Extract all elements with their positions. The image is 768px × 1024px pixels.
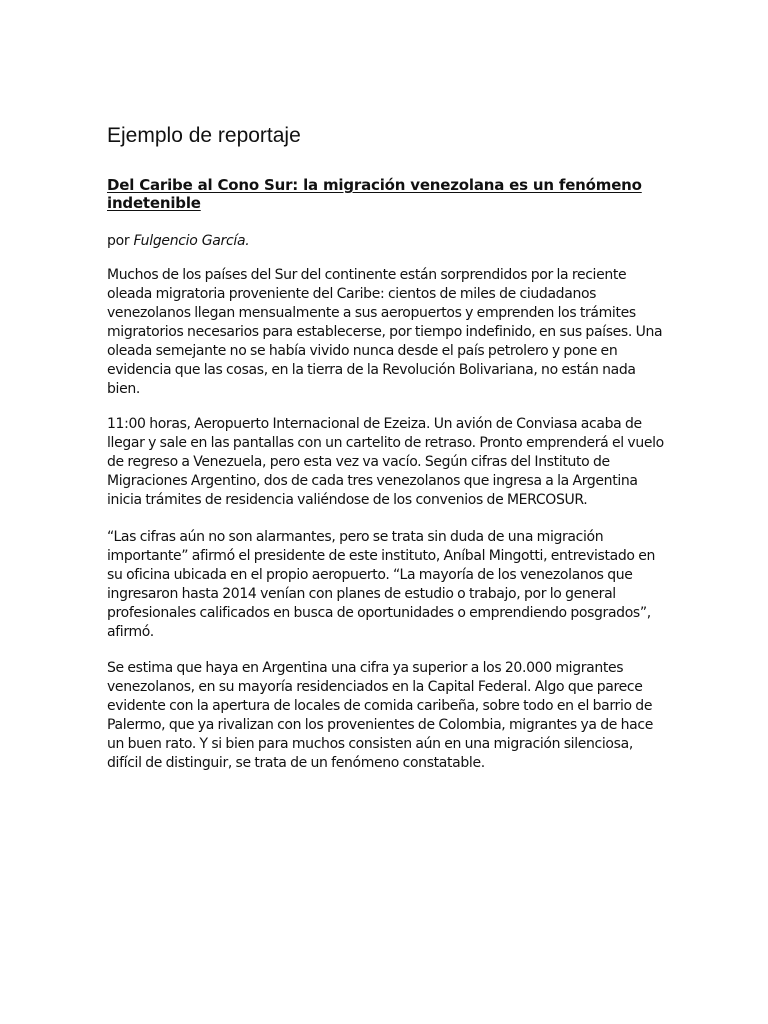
article-headline: Del Caribe al Cono Sur: la migración venezolana es un fenómeno indetenible bbox=[107, 176, 642, 212]
byline-prefix: por bbox=[107, 233, 130, 249]
article-paragraph-4: Se estima que haya en Argentina una cifra ya superior a los 20.000 migrantes venezolanos, en su mayoría residenciados en la Capital Federal. Algo que parece evidente con la apertura de locales de comida caribeña, sobre todo en el barrio de Palermo, que ya rivalizan con los provenientes de Colombia, migrantes ya de hace un buen rato. Y si bien para muchos consisten aún en una migración silenciosa, difícil de distinguir, se trata de un fenómeno constatable. bbox=[107, 660, 654, 771]
article-paragraph-2: 11:00 horas, Aeropuerto Internacional de Ezeiza. Un avión de Conviasa acaba de llegar y sale en las pantallas con un cartelito de retraso. Pronto emprenderá el vuelo de regreso a Venezuela, pero esta vez va vacío. Según cifras del Instituto de Migraciones Argentino, dos de cada tres venezolanos que ingresa a la Argentina inicia trámites de residencia valiéndose de los convenios de MERCOSUR. bbox=[107, 416, 664, 508]
byline-author: Fulgencio García. bbox=[133, 233, 250, 249]
article-paragraph-1: Muchos de los países del Sur del continente están sorprendidos por la reciente oleada migratoria proveniente del Caribe: cientos de miles de ciudadanos venezolanos llegan mensualmente a sus aeropuertos y emprenden los trámites migratorios necesarios para establecerse, por tiempo indefinido, en sus países. Una oleada semejante no se había vivido nunca desde el país petrolero y pone en evidencia que las cosas, en la tierra de la Revolución Bolivariana, no están nada bien. bbox=[107, 267, 663, 397]
article-paragraph-3: “Las cifras aún no son alarmantes, pero se trata sin duda de una migración importante” afirmó el presidente de este instituto, Aníbal Mingotti, entrevistado en su oficina ubicada en el propio aeropuerto. “La mayoría de los venezolanos que ingresaron hasta 2014 venían con planes de estudio o trabajo, por lo general profesionales calificados en busca de oportunidades o emprendiendo posgrados”, afirmó. bbox=[107, 529, 655, 640]
article-byline bbox=[107, 232, 249, 250]
document-heading: Ejemplo de reportaje bbox=[107, 124, 301, 147]
